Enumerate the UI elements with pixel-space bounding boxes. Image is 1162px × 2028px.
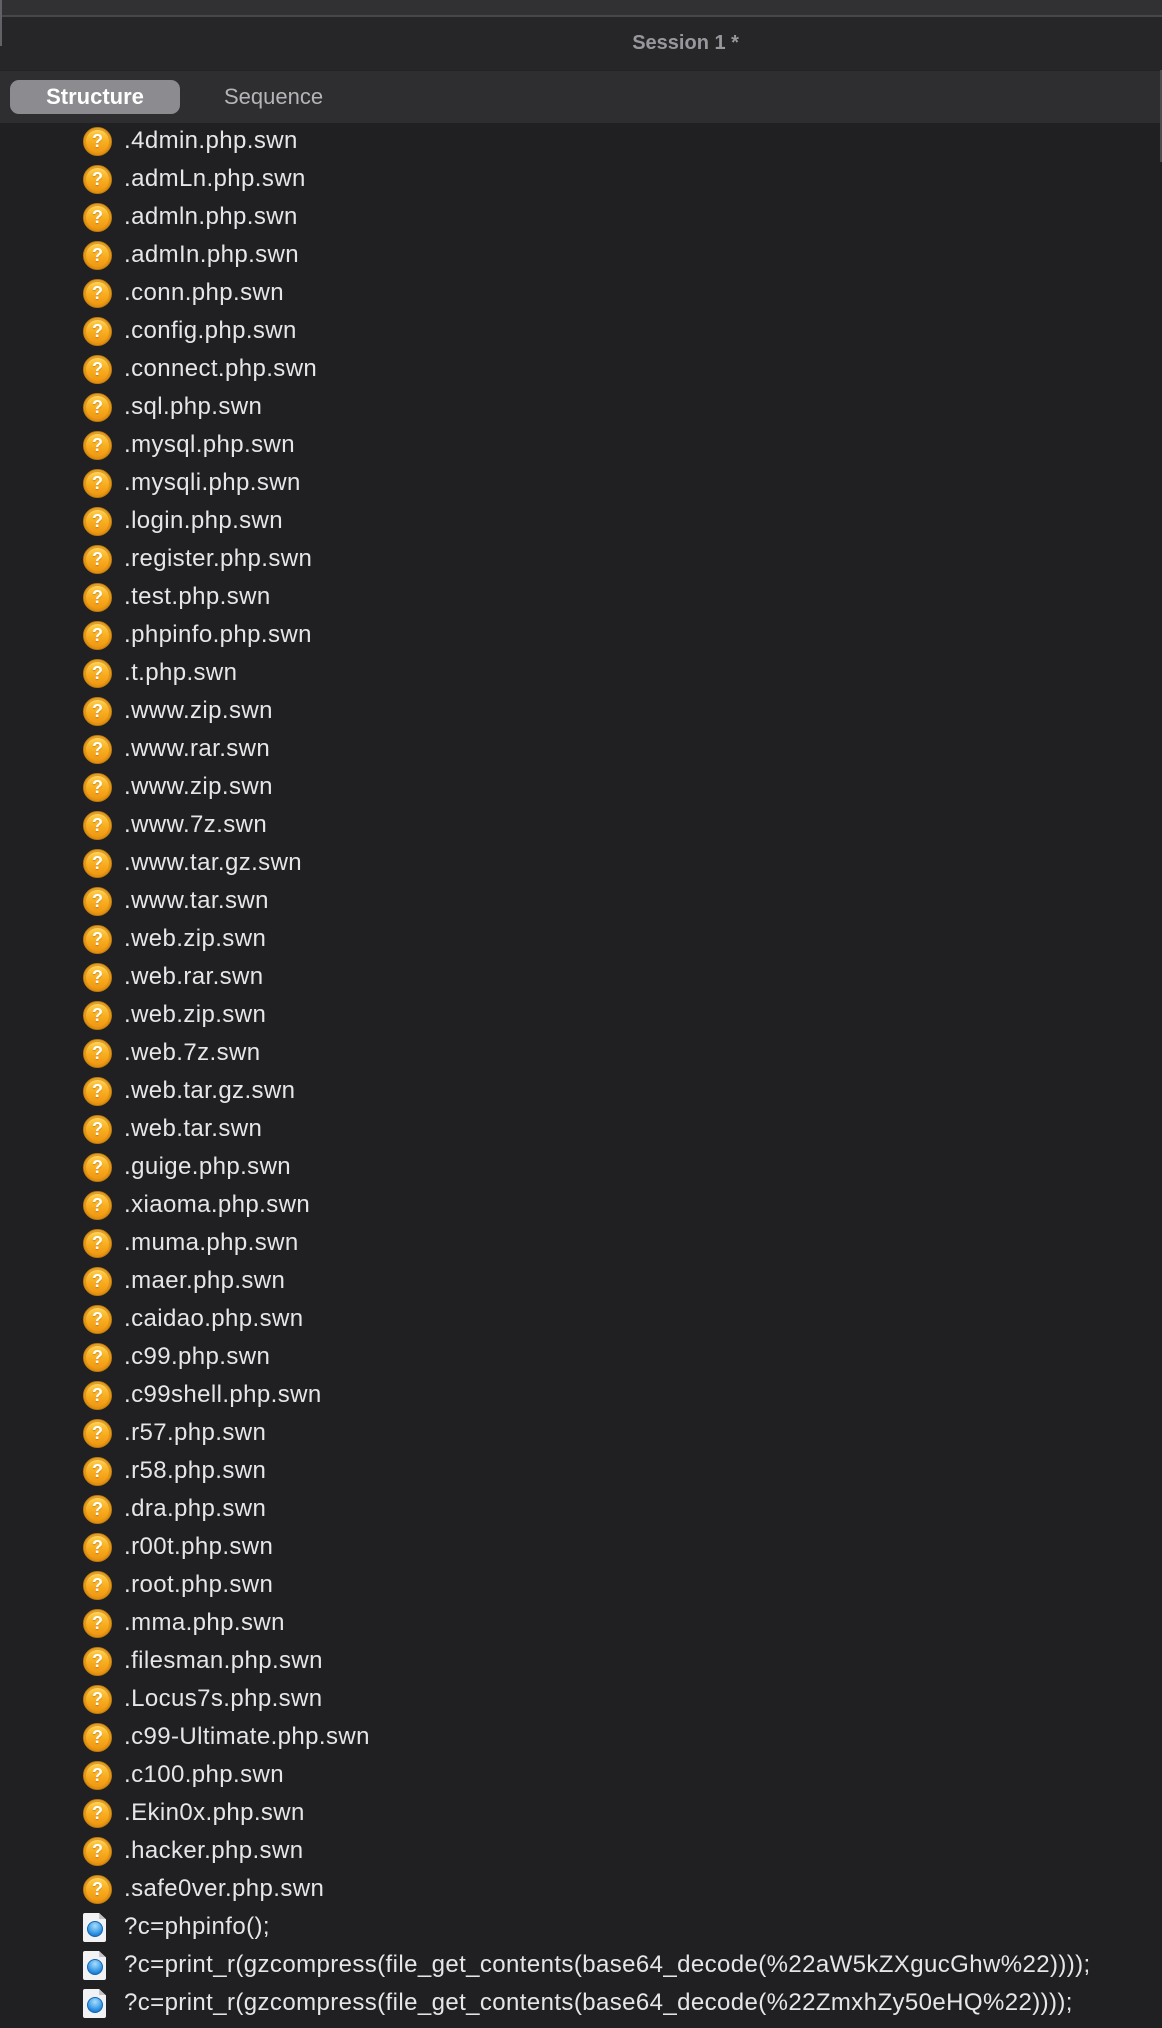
list-item[interactable]	[0, 350, 1162, 388]
blue-document-icon	[83, 1913, 106, 1942]
list-item[interactable]	[0, 844, 1162, 882]
question-coin-icon: ?	[83, 507, 112, 536]
list-item[interactable]	[0, 1870, 1162, 1908]
question-coin-icon: ?	[83, 735, 112, 764]
list-item-label: .filesman.php.swn	[124, 1647, 323, 1674]
list-item[interactable]	[0, 236, 1162, 274]
tab-structure[interactable]: Structure	[10, 80, 180, 114]
question-coin-icon: ?	[83, 127, 112, 156]
list-item-label: .admIn.php.swn	[124, 241, 300, 268]
question-coin-icon: ?	[83, 1381, 112, 1410]
question-coin-icon: ?	[83, 1457, 112, 1486]
question-coin-icon: ?	[83, 1495, 112, 1524]
title-bar[interactable]	[0, 17, 1162, 70]
question-coin-icon: ?	[83, 355, 112, 384]
list-item[interactable]	[0, 958, 1162, 996]
window-top-strip	[0, 0, 1162, 17]
list-item-label: .c99shell.php.swn	[124, 1381, 322, 1408]
list-item[interactable]	[0, 1984, 1162, 2022]
list-item-label: .admln.php.swn	[124, 203, 298, 230]
question-coin-icon: ?	[83, 963, 112, 992]
question-coin-icon: ?	[83, 1761, 112, 1790]
list-item[interactable]	[0, 1642, 1162, 1680]
tab-bar	[0, 70, 1162, 123]
question-coin-icon: ?	[83, 1875, 112, 1904]
question-coin-icon: ?	[83, 1001, 112, 1030]
list-item[interactable]	[0, 122, 1162, 160]
list-item-label: .web.rar.swn	[124, 963, 264, 990]
list-item[interactable]	[0, 388, 1162, 426]
question-coin-icon: ?	[83, 621, 112, 650]
list-item[interactable]	[0, 1414, 1162, 1452]
list-item-label: .web.tar.gz.swn	[124, 1077, 296, 1104]
question-coin-icon: ?	[83, 393, 112, 422]
question-coin-icon: ?	[83, 1229, 112, 1258]
question-coin-icon: ?	[83, 583, 112, 612]
question-coin-icon: ?	[83, 773, 112, 802]
question-coin-icon: ?	[83, 431, 112, 460]
list-item-label: .c99-Ultimate.php.swn	[124, 1723, 370, 1750]
list-item[interactable]	[0, 1718, 1162, 1756]
list-item-label: .c100.php.swn	[124, 1761, 284, 1788]
question-coin-icon: ?	[83, 203, 112, 232]
list-item[interactable]	[0, 1794, 1162, 1832]
question-coin-icon: ?	[83, 1343, 112, 1372]
question-coin-icon: ?	[83, 811, 112, 840]
list-item-label: .register.php.swn	[124, 545, 313, 572]
list-item[interactable]	[0, 730, 1162, 768]
list-item[interactable]	[0, 1300, 1162, 1338]
list-item-label: .mysqli.php.swn	[124, 469, 301, 496]
list-item[interactable]	[0, 540, 1162, 578]
list-item[interactable]	[0, 654, 1162, 692]
question-coin-icon: ?	[83, 1305, 112, 1334]
question-coin-icon: ?	[83, 1191, 112, 1220]
question-coin-icon: ?	[83, 887, 112, 916]
list-item[interactable]	[0, 806, 1162, 844]
question-coin-icon: ?	[83, 1609, 112, 1638]
question-coin-icon: ?	[83, 317, 112, 346]
list-item[interactable]	[0, 1072, 1162, 1110]
list-item[interactable]	[0, 1338, 1162, 1376]
list-item-label: .mysql.php.swn	[124, 431, 295, 458]
list-item[interactable]	[0, 1604, 1162, 1642]
blue-document-icon	[83, 1989, 106, 2018]
list-item-label: .www.zip.swn	[124, 697, 273, 724]
list-item-label: .t.php.swn	[124, 659, 238, 686]
list-item[interactable]	[0, 464, 1162, 502]
list-item-label: .phpinfo.php.swn	[124, 621, 312, 648]
list-item[interactable]	[0, 1224, 1162, 1262]
list-item-label: .web.zip.swn	[124, 1001, 267, 1028]
list-item-label: .r58.php.swn	[124, 1457, 267, 1484]
list-item[interactable]	[0, 1262, 1162, 1300]
list-item[interactable]	[0, 1186, 1162, 1224]
blue-document-icon	[83, 1951, 106, 1980]
list-item-label: .config.php.swn	[124, 317, 297, 344]
list-item[interactable]	[0, 692, 1162, 730]
question-coin-icon: ?	[83, 1039, 112, 1068]
list-item-label: .4dmin.php.swn	[124, 127, 298, 154]
list-item[interactable]	[0, 996, 1162, 1034]
list-item-label: .web.zip.swn	[124, 925, 267, 952]
list-item[interactable]	[0, 1946, 1162, 1984]
list-item-label: .www.tar.swn	[124, 887, 269, 914]
list-item-label: ?c=phpinfo();	[124, 1913, 270, 1940]
list-item[interactable]	[0, 1452, 1162, 1490]
list-item[interactable]	[0, 1680, 1162, 1718]
list-item[interactable]	[0, 1110, 1162, 1148]
question-coin-icon: ?	[83, 659, 112, 688]
list-item-label: .test.php.swn	[124, 583, 271, 610]
question-coin-icon: ?	[83, 1533, 112, 1562]
list-item-label: .root.php.swn	[124, 1571, 274, 1598]
list-item-label: .admLn.php.swn	[124, 165, 306, 192]
results-list	[0, 122, 1162, 2028]
list-item-label: .web.tar.swn	[124, 1115, 263, 1142]
list-item-label: .conn.php.swn	[124, 279, 284, 306]
list-item[interactable]	[0, 1832, 1162, 1870]
question-coin-icon: ?	[83, 1077, 112, 1106]
list-item-label: .c99.php.swn	[124, 1343, 271, 1370]
question-coin-icon: ?	[83, 1685, 112, 1714]
list-item[interactable]	[0, 1756, 1162, 1794]
list-item[interactable]	[0, 502, 1162, 540]
list-item-label: .r00t.php.swn	[124, 1533, 274, 1560]
list-item-label: .www.7z.swn	[124, 811, 268, 838]
list-item-label: ?c=print_r(gzcompress(file_get_contents(base64_decode(%22ZmxhZy50eHQ%22))));	[124, 1989, 1073, 2016]
question-coin-icon: ?	[83, 1419, 112, 1448]
list-item[interactable]	[0, 1148, 1162, 1186]
list-item-label: .Ekin0x.php.swn	[124, 1799, 305, 1826]
list-item[interactable]	[0, 426, 1162, 464]
list-item[interactable]	[0, 1528, 1162, 1566]
list-item-label: .r57.php.swn	[124, 1419, 267, 1446]
list-item[interactable]	[0, 312, 1162, 350]
list-item[interactable]	[0, 616, 1162, 654]
list-item-label: .login.php.swn	[124, 507, 284, 534]
tab-sequence[interactable]: Sequence	[224, 84, 324, 109]
list-item-label: .Locus7s.php.swn	[124, 1685, 323, 1712]
list-item[interactable]	[0, 1566, 1162, 1604]
list-item[interactable]	[0, 578, 1162, 616]
list-item-label: .guige.php.swn	[124, 1153, 292, 1180]
list-item-label: .connect.php.swn	[124, 355, 318, 382]
window-left-edge	[0, 0, 2, 46]
list-item[interactable]	[0, 274, 1162, 312]
question-coin-icon: ?	[83, 1723, 112, 1752]
question-coin-icon: ?	[83, 1153, 112, 1182]
list-item-label: .safe0ver.php.swn	[124, 1875, 325, 1902]
question-coin-icon: ?	[83, 849, 112, 878]
list-item-label: ?c=print_r(gzcompress(file_get_contents(base64_decode(%22aW5kZXgucGhw%22))));	[124, 1951, 1091, 1978]
question-coin-icon: ?	[83, 1799, 112, 1828]
question-coin-icon: ?	[83, 1571, 112, 1600]
list-item-label: .mma.php.swn	[124, 1609, 285, 1636]
question-coin-icon: ?	[83, 925, 112, 954]
list-item[interactable]	[0, 920, 1162, 958]
question-coin-icon: ?	[83, 1267, 112, 1296]
list-item-label: .xiaoma.php.swn	[124, 1191, 311, 1218]
question-coin-icon: ?	[83, 241, 112, 270]
question-coin-icon: ?	[83, 279, 112, 308]
session-title: Session 1 *	[632, 32, 739, 54]
list-item-label: .www.tar.gz.swn	[124, 849, 303, 876]
list-item[interactable]	[0, 198, 1162, 236]
question-coin-icon: ?	[83, 545, 112, 574]
question-coin-icon: ?	[83, 1837, 112, 1866]
list-item-label: .hacker.php.swn	[124, 1837, 304, 1864]
question-coin-icon: ?	[83, 165, 112, 194]
list-item[interactable]	[0, 1034, 1162, 1072]
list-item-label: .www.zip.swn	[124, 773, 273, 800]
list-item[interactable]	[0, 768, 1162, 806]
list-item-label: .sql.php.swn	[124, 393, 263, 420]
question-coin-icon: ?	[83, 469, 112, 498]
list-item[interactable]	[0, 882, 1162, 920]
list-item[interactable]	[0, 160, 1162, 198]
list-item[interactable]	[0, 1908, 1162, 1946]
list-item-label: .caidao.php.swn	[124, 1305, 304, 1332]
list-item-label: .dra.php.swn	[124, 1495, 267, 1522]
list-item-label: .maer.php.swn	[124, 1267, 286, 1294]
question-coin-icon: ?	[83, 697, 112, 726]
list-item[interactable]	[0, 1376, 1162, 1414]
list-item-label: .web.7z.swn	[124, 1039, 261, 1066]
list-item[interactable]	[0, 1490, 1162, 1528]
list-item-label: .www.rar.swn	[124, 735, 271, 762]
question-coin-icon: ?	[83, 1115, 112, 1144]
list-item-label: .muma.php.swn	[124, 1229, 299, 1256]
question-coin-icon: ?	[83, 1647, 112, 1676]
